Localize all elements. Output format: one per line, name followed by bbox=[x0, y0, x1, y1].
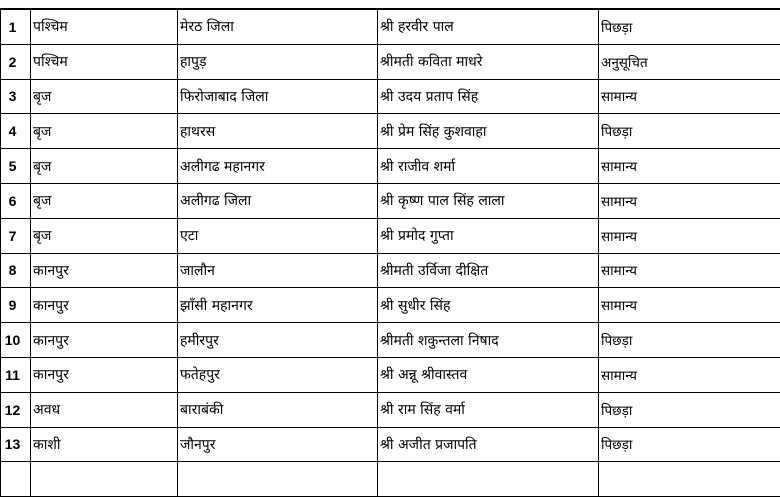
category-cell[interactable]: अनुसूचित bbox=[599, 44, 780, 79]
region-cell[interactable]: बृज bbox=[31, 114, 178, 149]
empty-cell[interactable] bbox=[1, 462, 31, 497]
region-cell[interactable]: अवध bbox=[31, 392, 178, 427]
district-cell[interactable]: बाराबंकी bbox=[178, 392, 378, 427]
category-cell[interactable]: सामान्य bbox=[599, 149, 780, 184]
district-cell[interactable]: एटा bbox=[178, 218, 378, 253]
name-cell[interactable]: श्री हरवीर पाल bbox=[378, 10, 599, 45]
serial-number-cell[interactable]: 6 bbox=[1, 183, 31, 218]
table-row bbox=[1, 44, 780, 79]
category-cell[interactable]: सामान्य bbox=[599, 183, 780, 218]
table-row bbox=[1, 114, 780, 149]
district-cell[interactable]: जालौन bbox=[178, 253, 378, 288]
category-cell[interactable]: पिछड़ा bbox=[599, 323, 780, 358]
category-cell[interactable]: सामान्य bbox=[599, 288, 780, 323]
district-cell[interactable]: हमीरपुर bbox=[178, 323, 378, 358]
region-cell[interactable]: कानपुर bbox=[31, 253, 178, 288]
name-cell[interactable]: श्रीमती कविता माधरे bbox=[378, 44, 599, 79]
category-cell[interactable]: पिछड़ा bbox=[599, 392, 780, 427]
table-body bbox=[1, 10, 780, 497]
name-cell[interactable]: श्री उदय प्रताप सिंह bbox=[378, 79, 599, 114]
name-cell[interactable]: श्रीमती उर्विजा दीक्षित bbox=[378, 253, 599, 288]
previous-row-strip bbox=[0, 0, 780, 9]
category-cell[interactable]: पिछड़ा bbox=[599, 427, 780, 462]
district-cell[interactable]: अलीगढ जिला bbox=[178, 183, 378, 218]
region-cell[interactable]: काशी bbox=[31, 427, 178, 462]
category-cell[interactable]: सामान्य bbox=[599, 357, 780, 392]
serial-number-cell[interactable]: 7 bbox=[1, 218, 31, 253]
empty-cell[interactable] bbox=[31, 462, 178, 497]
region-cell[interactable]: बृज bbox=[31, 218, 178, 253]
table-row-partial bbox=[1, 462, 780, 497]
table-row bbox=[1, 183, 780, 218]
region-cell[interactable]: पश्चिम bbox=[31, 44, 178, 79]
table-row bbox=[1, 218, 780, 253]
category-cell[interactable]: सामान्य bbox=[599, 79, 780, 114]
category-cell[interactable]: पिछड़ा bbox=[599, 10, 780, 45]
category-cell[interactable]: पिछड़ा bbox=[599, 114, 780, 149]
serial-number-cell[interactable]: 8 bbox=[1, 253, 31, 288]
name-cell[interactable]: श्री सुधीर सिंह bbox=[378, 288, 599, 323]
district-cell[interactable]: हाथरस bbox=[178, 114, 378, 149]
region-cell[interactable]: बृज bbox=[31, 149, 178, 184]
serial-number-cell[interactable]: 3 bbox=[1, 79, 31, 114]
district-cell[interactable]: झाँसी महानगर bbox=[178, 288, 378, 323]
table-row bbox=[1, 288, 780, 323]
district-cell[interactable]: फिरोजाबाद जिला bbox=[178, 79, 378, 114]
serial-number-cell[interactable]: 11 bbox=[1, 357, 31, 392]
region-cell[interactable]: कानपुर bbox=[31, 357, 178, 392]
name-cell[interactable]: श्रीमती शकुन्तला निषाद bbox=[378, 323, 599, 358]
table-row bbox=[1, 149, 780, 184]
district-cell[interactable]: हापुड़ bbox=[178, 44, 378, 79]
table-row bbox=[1, 10, 780, 45]
district-president-table bbox=[0, 9, 780, 497]
table-row bbox=[1, 323, 780, 358]
region-cell[interactable]: कानपुर bbox=[31, 323, 178, 358]
region-cell[interactable]: बृज bbox=[31, 183, 178, 218]
region-cell[interactable]: पश्चिम bbox=[31, 10, 178, 45]
name-cell[interactable]: श्री प्रेम सिंह कुशवाहा bbox=[378, 114, 599, 149]
empty-cell[interactable] bbox=[378, 462, 599, 497]
name-cell[interactable]: श्री राम सिंह वर्मा bbox=[378, 392, 599, 427]
region-cell[interactable]: कानपुर bbox=[31, 288, 178, 323]
table-row bbox=[1, 392, 780, 427]
serial-number-cell[interactable]: 13 bbox=[1, 427, 31, 462]
name-cell[interactable]: श्री राजीव शर्मा bbox=[378, 149, 599, 184]
name-cell[interactable]: श्री अजीत प्रजापति bbox=[378, 427, 599, 462]
empty-cell[interactable] bbox=[599, 462, 780, 497]
district-cell[interactable]: फतेहपुर bbox=[178, 357, 378, 392]
district-cell[interactable]: अलीगढ महानगर bbox=[178, 149, 378, 184]
name-cell[interactable]: श्री कृष्ण पाल सिंह लाला bbox=[378, 183, 599, 218]
serial-number-cell[interactable]: 4 bbox=[1, 114, 31, 149]
name-cell[interactable]: श्री अन्नू श्रीवास्तव bbox=[378, 357, 599, 392]
table-row bbox=[1, 79, 780, 114]
category-cell[interactable]: सामान्य bbox=[599, 218, 780, 253]
serial-number-cell[interactable]: 5 bbox=[1, 149, 31, 184]
serial-number-cell[interactable]: 9 bbox=[1, 288, 31, 323]
serial-number-cell[interactable]: 1 bbox=[1, 10, 31, 45]
category-cell[interactable]: सामान्य bbox=[599, 253, 780, 288]
table-row bbox=[1, 427, 780, 462]
empty-cell[interactable] bbox=[178, 462, 378, 497]
serial-number-cell[interactable]: 10 bbox=[1, 323, 31, 358]
district-cell[interactable]: जौनपुर bbox=[178, 427, 378, 462]
table-row bbox=[1, 357, 780, 392]
district-cell[interactable]: मेरठ जिला bbox=[178, 10, 378, 45]
name-cell[interactable]: श्री प्रमोद गुप्ता bbox=[378, 218, 599, 253]
serial-number-cell[interactable]: 2 bbox=[1, 44, 31, 79]
table-row bbox=[1, 253, 780, 288]
region-cell[interactable]: बृज bbox=[31, 79, 178, 114]
serial-number-cell[interactable]: 12 bbox=[1, 392, 31, 427]
